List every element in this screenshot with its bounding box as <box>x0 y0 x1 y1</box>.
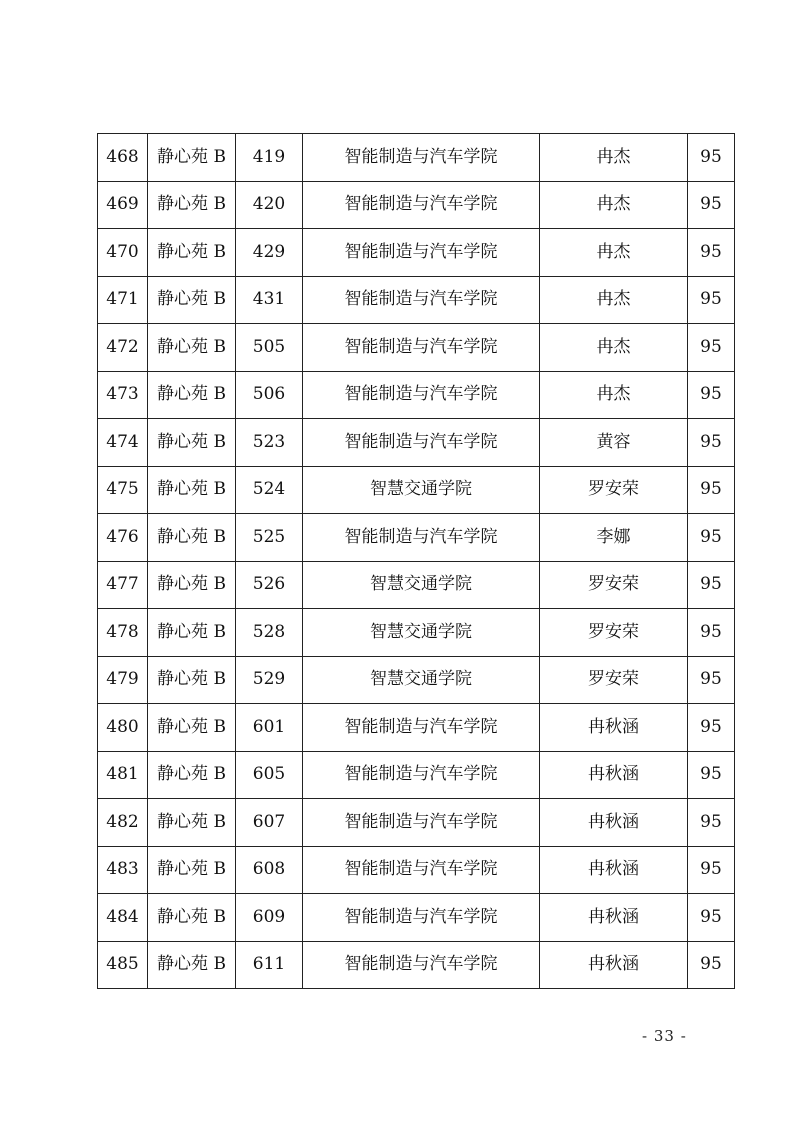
score-cell: 95 <box>688 941 735 989</box>
table-row <box>98 514 735 562</box>
row-number-cell: 469 <box>98 181 148 229</box>
building-cell: 静心苑 B <box>148 181 236 229</box>
score-cell: 95 <box>688 371 735 419</box>
score-cell: 95 <box>688 609 735 657</box>
inspector-cell: 罗安荣 <box>540 609 688 657</box>
table-row <box>98 229 735 277</box>
building-cell: 静心苑 B <box>148 371 236 419</box>
college-cell: 智能制造与汽车学院 <box>303 751 540 799</box>
building-cell: 静心苑 B <box>148 656 236 704</box>
room-number-cell: 429 <box>236 229 303 277</box>
row-number-cell: 473 <box>98 371 148 419</box>
row-number-cell: 476 <box>98 514 148 562</box>
score-cell: 95 <box>688 799 735 847</box>
row-number-cell: 481 <box>98 751 148 799</box>
score-cell: 95 <box>688 466 735 514</box>
inspector-cell: 李娜 <box>540 514 688 562</box>
room-number-cell: 601 <box>236 704 303 752</box>
room-number-cell: 524 <box>236 466 303 514</box>
building-cell: 静心苑 B <box>148 419 236 467</box>
college-cell: 智能制造与汽车学院 <box>303 324 540 372</box>
table-row <box>98 561 735 609</box>
inspector-cell: 冉秋涵 <box>540 941 688 989</box>
row-number-cell: 471 <box>98 276 148 324</box>
inspector-cell: 冉杰 <box>540 229 688 277</box>
college-cell: 智能制造与汽车学院 <box>303 846 540 894</box>
row-number-cell: 485 <box>98 941 148 989</box>
room-number-cell: 420 <box>236 181 303 229</box>
inspector-cell: 冉秋涵 <box>540 751 688 799</box>
table-row <box>98 656 735 704</box>
college-cell: 智慧交通学院 <box>303 656 540 704</box>
college-cell: 智慧交通学院 <box>303 609 540 657</box>
table-row <box>98 941 735 989</box>
table-row <box>98 799 735 847</box>
row-number-cell: 474 <box>98 419 148 467</box>
building-cell: 静心苑 B <box>148 466 236 514</box>
dormitory-score-table <box>97 133 735 989</box>
building-cell: 静心苑 B <box>148 609 236 657</box>
room-number-cell: 419 <box>236 134 303 182</box>
building-cell: 静心苑 B <box>148 846 236 894</box>
row-number-cell: 480 <box>98 704 148 752</box>
building-cell: 静心苑 B <box>148 704 236 752</box>
room-number-cell: 528 <box>236 609 303 657</box>
inspector-cell: 冉杰 <box>540 276 688 324</box>
score-cell: 95 <box>688 419 735 467</box>
room-number-cell: 608 <box>236 846 303 894</box>
college-cell: 智能制造与汽车学院 <box>303 419 540 467</box>
table-row <box>98 276 735 324</box>
college-cell: 智能制造与汽车学院 <box>303 894 540 942</box>
table-body <box>98 134 735 989</box>
building-cell: 静心苑 B <box>148 229 236 277</box>
college-cell: 智能制造与汽车学院 <box>303 941 540 989</box>
college-cell: 智能制造与汽车学院 <box>303 704 540 752</box>
building-cell: 静心苑 B <box>148 941 236 989</box>
college-cell: 智能制造与汽车学院 <box>303 229 540 277</box>
row-number-cell: 483 <box>98 846 148 894</box>
room-number-cell: 525 <box>236 514 303 562</box>
page-number: - 33 - <box>642 1027 687 1045</box>
score-cell: 95 <box>688 561 735 609</box>
inspector-cell: 罗安荣 <box>540 656 688 704</box>
row-number-cell: 477 <box>98 561 148 609</box>
inspector-cell: 冉秋涵 <box>540 894 688 942</box>
building-cell: 静心苑 B <box>148 276 236 324</box>
inspector-cell: 冉秋涵 <box>540 799 688 847</box>
table-row <box>98 751 735 799</box>
row-number-cell: 472 <box>98 324 148 372</box>
table-row <box>98 419 735 467</box>
room-number-cell: 505 <box>236 324 303 372</box>
college-cell: 智能制造与汽车学院 <box>303 181 540 229</box>
building-cell: 静心苑 B <box>148 751 236 799</box>
room-number-cell: 605 <box>236 751 303 799</box>
inspector-cell: 罗安荣 <box>540 561 688 609</box>
table-row <box>98 609 735 657</box>
table-row <box>98 324 735 372</box>
score-cell: 95 <box>688 181 735 229</box>
table-row <box>98 134 735 182</box>
room-number-cell: 607 <box>236 799 303 847</box>
table-row <box>98 466 735 514</box>
score-cell: 95 <box>688 134 735 182</box>
college-cell: 智能制造与汽车学院 <box>303 799 540 847</box>
inspector-cell: 冉秋涵 <box>540 704 688 752</box>
building-cell: 静心苑 B <box>148 324 236 372</box>
building-cell: 静心苑 B <box>148 514 236 562</box>
score-cell: 95 <box>688 276 735 324</box>
score-cell: 95 <box>688 324 735 372</box>
room-number-cell: 506 <box>236 371 303 419</box>
room-number-cell: 611 <box>236 941 303 989</box>
table-row <box>98 181 735 229</box>
inspector-cell: 冉杰 <box>540 134 688 182</box>
room-number-cell: 526 <box>236 561 303 609</box>
building-cell: 静心苑 B <box>148 134 236 182</box>
table-row <box>98 894 735 942</box>
row-number-cell: 468 <box>98 134 148 182</box>
table-row <box>98 846 735 894</box>
building-cell: 静心苑 B <box>148 561 236 609</box>
row-number-cell: 475 <box>98 466 148 514</box>
college-cell: 智能制造与汽车学院 <box>303 134 540 182</box>
score-cell: 95 <box>688 751 735 799</box>
room-number-cell: 431 <box>236 276 303 324</box>
row-number-cell: 470 <box>98 229 148 277</box>
inspector-cell: 冉杰 <box>540 324 688 372</box>
college-cell: 智慧交通学院 <box>303 466 540 514</box>
row-number-cell: 479 <box>98 656 148 704</box>
room-number-cell: 523 <box>236 419 303 467</box>
row-number-cell: 482 <box>98 799 148 847</box>
inspector-cell: 黄容 <box>540 419 688 467</box>
inspector-cell: 冉秋涵 <box>540 846 688 894</box>
college-cell: 智能制造与汽车学院 <box>303 514 540 562</box>
college-cell: 智能制造与汽车学院 <box>303 371 540 419</box>
room-number-cell: 529 <box>236 656 303 704</box>
row-number-cell: 478 <box>98 609 148 657</box>
score-cell: 95 <box>688 846 735 894</box>
inspector-cell: 冉杰 <box>540 181 688 229</box>
inspector-cell: 冉杰 <box>540 371 688 419</box>
college-cell: 智能制造与汽车学院 <box>303 276 540 324</box>
score-cell: 95 <box>688 704 735 752</box>
score-cell: 95 <box>688 656 735 704</box>
room-number-cell: 609 <box>236 894 303 942</box>
row-number-cell: 484 <box>98 894 148 942</box>
score-cell: 95 <box>688 894 735 942</box>
building-cell: 静心苑 B <box>148 799 236 847</box>
score-cell: 95 <box>688 229 735 277</box>
college-cell: 智慧交通学院 <box>303 561 540 609</box>
score-cell: 95 <box>688 514 735 562</box>
table-row <box>98 704 735 752</box>
inspector-cell: 罗安荣 <box>540 466 688 514</box>
table-row <box>98 371 735 419</box>
building-cell: 静心苑 B <box>148 894 236 942</box>
